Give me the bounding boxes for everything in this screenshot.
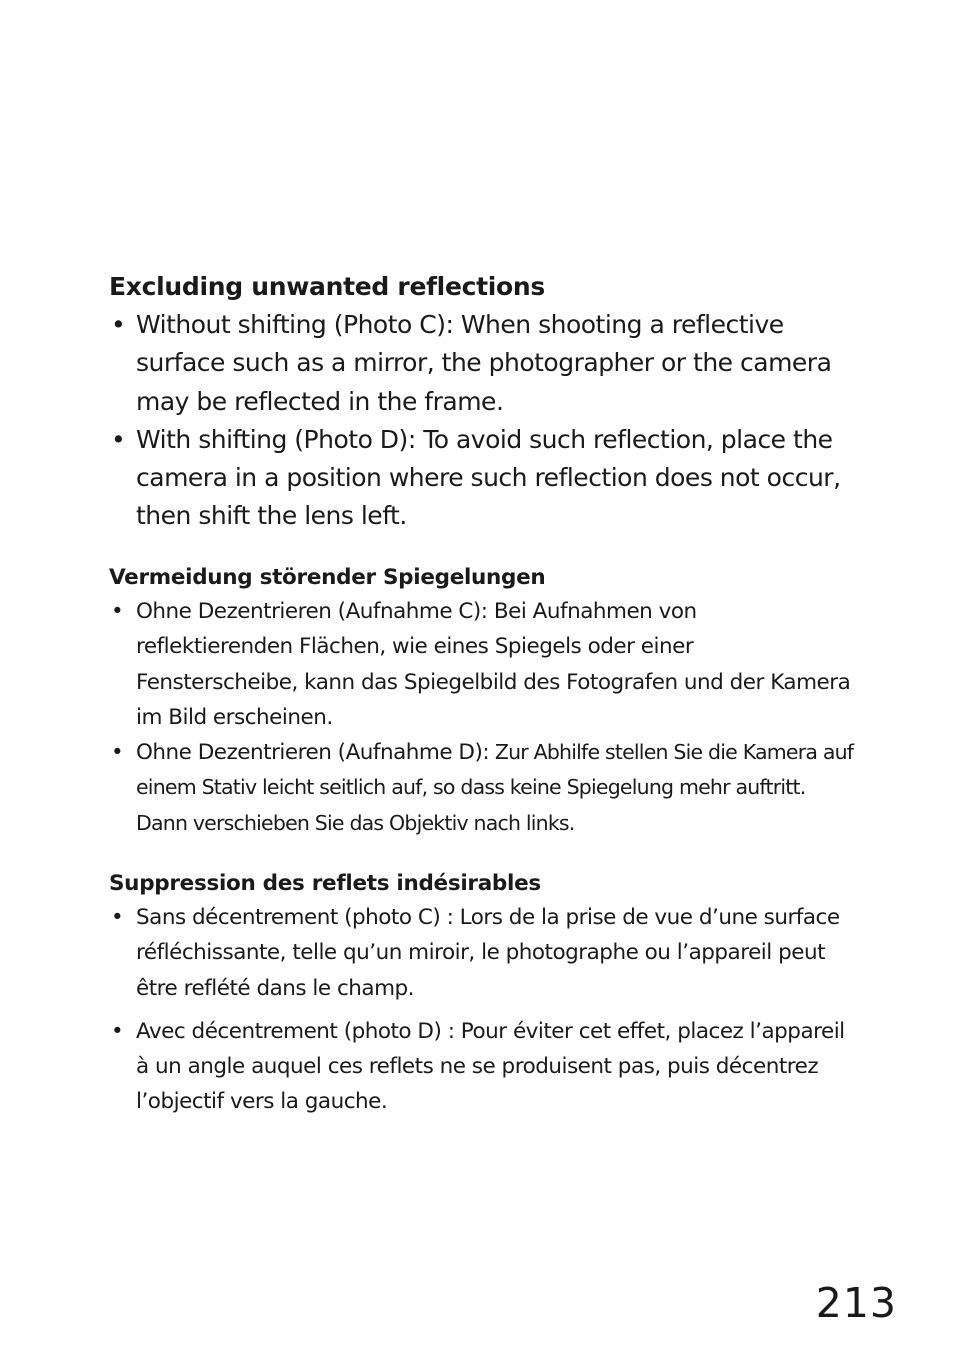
item-lead: With shifting (Photo D) [136,424,408,454]
section-heading-french: Suppression des reflets indésirables [109,871,541,896]
section-german [109,562,854,841]
section-heading-english: Excluding unwanted reflections [109,272,545,301]
item-lead: Ohne Dezentrieren (Aufnahme C): [136,599,488,624]
item-lead: Ohne Dezentrieren (Aufnahme D): [136,740,490,766]
item-text: : When shooting a reflective surface such as a mirror, the photographer or the camera may be reflected in the frame. [136,310,832,416]
bullet-list-english [109,306,854,536]
list-item [109,735,854,841]
bullet-icon: • [111,599,124,624]
item-text: Pour éviter cet effet, placez l’appareil à un angle auquel ces reflets ne se produisent pas, puis décentrez l’objectif vers la gauche. [136,1018,845,1115]
item-lead: Without shifting (Photo C) [136,310,446,339]
bullet-icon: • [111,310,126,339]
list-item [109,1014,854,1120]
bullet-icon: • [111,424,126,454]
page-number: 213 [815,1279,897,1327]
bullet-list-german [109,594,854,841]
section-french [109,868,854,1120]
list-item [109,900,854,1006]
section-heading-german: Vermeidung störender Spiegelungen [109,565,546,590]
item-lead: Avec décentrement (photo D) : [136,1018,455,1044]
item-text: Bei Aufnahmen von reflektierenden Flächen, wie eines Spiegels oder einer Fensterscheibe, kann das Spiegelbild des Fotografen und der Kamera im Bild erscheinen. [136,599,851,730]
bullet-list-french [109,900,854,1120]
bullet-icon: • [111,1018,124,1044]
item-text: Lors de la prise de vue d’une surface réfléchissante, telle qu’un miroir, le photographe ou l’appareil peut être reflété dans le champ. [136,905,840,1001]
item-text: : To avoid such reflection, place the camera in a position where such reflection does not occur, then shift the lens left. [136,424,841,531]
list-item [109,594,854,735]
list-item [109,421,854,536]
section-english [109,268,854,536]
list-item [109,306,854,421]
item-text: Zur Abhilfe stellen Sie die Kamera auf einem Stativ leicht seitlich auf, so dass keine Spiegelung mehr auftritt. Dann verschieben Sie das Objektiv nach links. [136,740,854,835]
item-lead: Sans décentrement (photo C) : [136,905,454,930]
bullet-icon: • [111,905,124,930]
bullet-icon: • [111,740,124,766]
